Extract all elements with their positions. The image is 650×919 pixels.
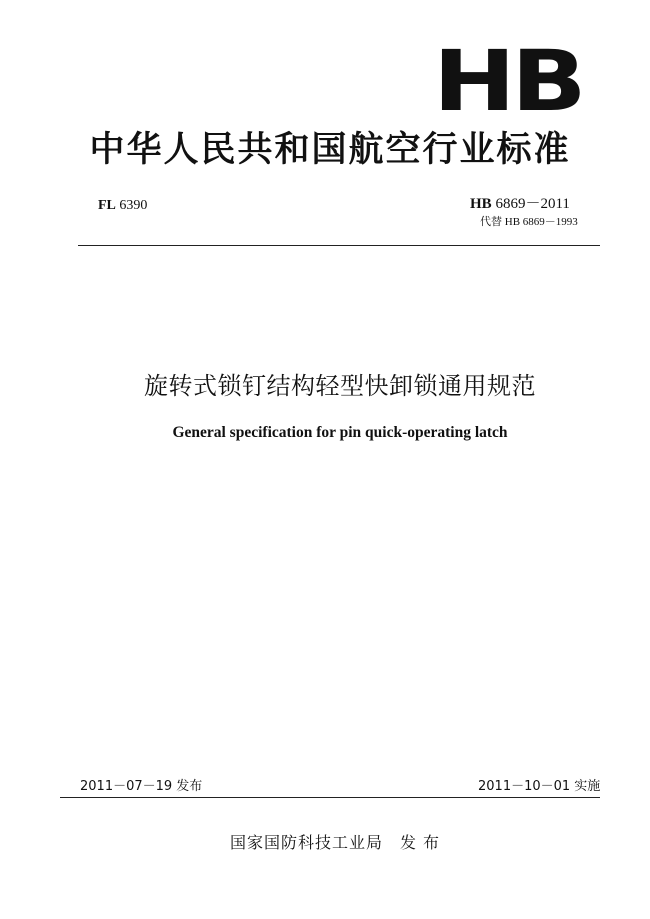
- chinese-title: 旋转式锁钉结构轻型快卸锁通用规范: [144, 372, 536, 400]
- standard-category-title: 中华人民共和国航空行业标准: [89, 130, 571, 170]
- ics-code: [98, 198, 147, 214]
- hb-logo: HB: [432, 32, 582, 130]
- bottom-divider: [60, 797, 600, 798]
- ics-number: 6390: [119, 198, 148, 213]
- standard-number: [470, 192, 570, 213]
- replaces-note: 代替 HB 6869－1993: [480, 216, 578, 228]
- english-title: General specification for pin quick-operating latch: [172, 424, 508, 441]
- standard-prefix: HB: [470, 196, 492, 212]
- issue-date: 2011－07－19 发布: [80, 779, 203, 794]
- top-divider: [78, 245, 600, 246]
- implementation-date: 2011－10－01 实施: [478, 779, 601, 794]
- ics-prefix: FL: [98, 198, 116, 213]
- standard-code: 6869－2011: [495, 196, 570, 212]
- publisher: 国家国防科技工业局 发 布: [229, 833, 441, 852]
